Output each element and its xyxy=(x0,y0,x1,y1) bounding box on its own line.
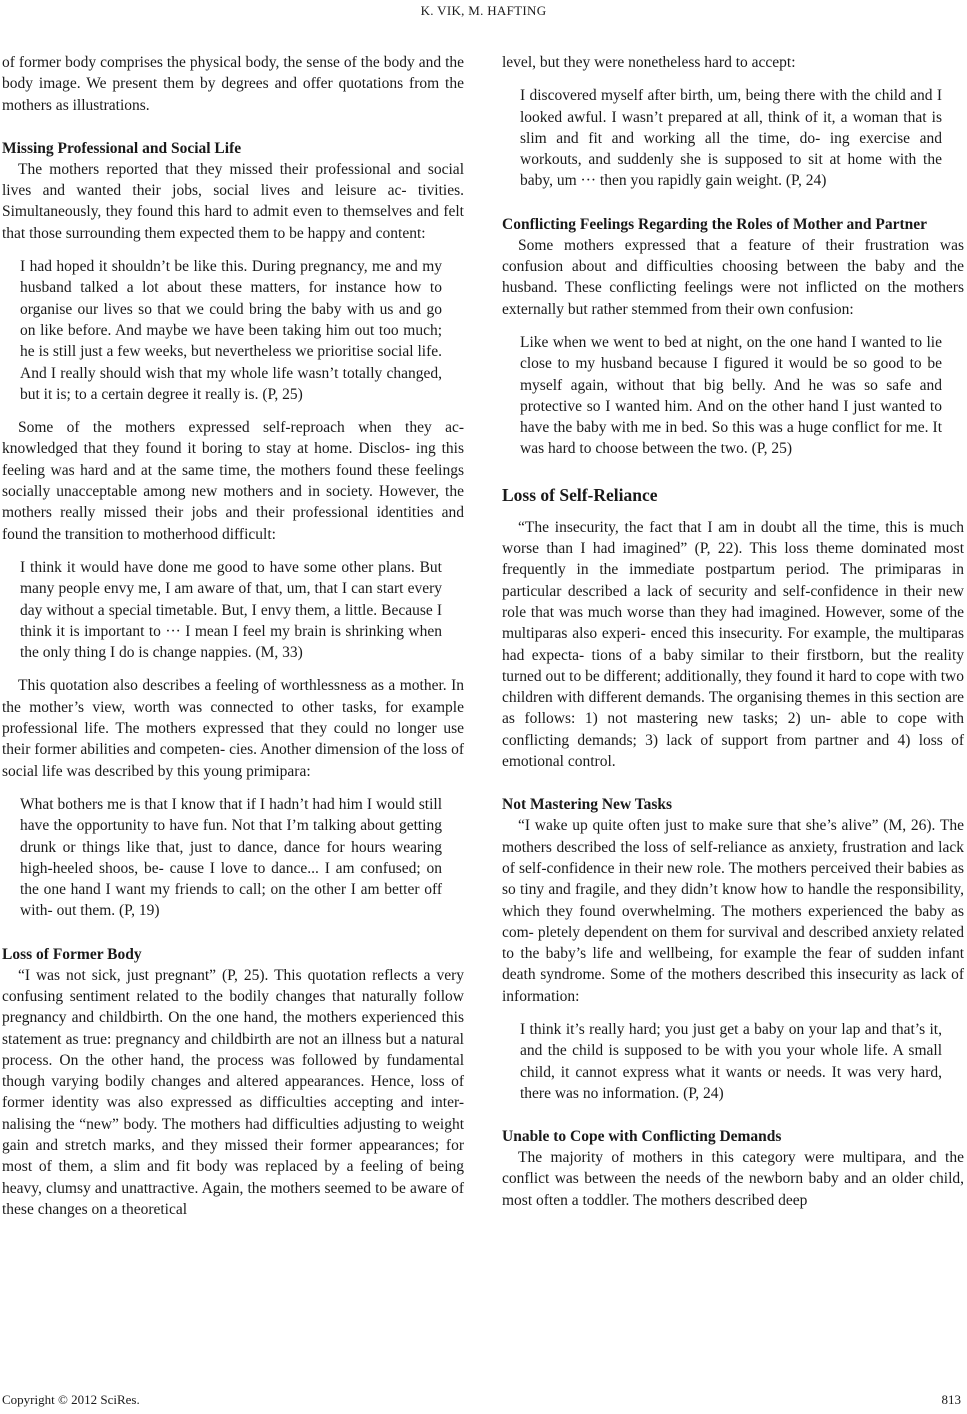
paragraph: “The insecurity, the fact that I am in doubt all the time, this is much worse than I had imagined” (P, 22). This loss theme dominated most frequently in the immediate postpartum period. The primiparas in particular described a lack of security and self-confidence in their new role that was much worse than they had imagined. However, some of the multiparas also experi- enced this insecurity. For example, the multiparas had expecta- tions of a baby similar to their firstborn, but the reality turned out to be different; additionally, they found it hard to cope with two children with different demands. The organising themes in this section are as follows: 1) not mastering new tasks; 2) un- able to cope with conflicting demands; 3) lack of support from partner and 4) loss of emotional control. xyxy=(502,518,964,771)
paragraph: Some mothers expressed that a feature of their frustration was confusion about and difficulties choosing between the baby and the husband. These conflicting feelings were not inflicted on the mothers externally but rather stemmed from their own confusion: xyxy=(502,236,964,318)
paragraph: level, but they were nonetheless hard to accept: xyxy=(502,54,796,71)
block-quote: I think it’s really hard; you just get a baby on your lap and that’s it, and the child is supposed to be with you your whole life. A small child, it cannot express what it wants or needs. It was very hard, there was no information. (P, 24) xyxy=(520,1020,942,1102)
section-heading-loss-of-former-body: Loss of Former Body xyxy=(2,945,142,963)
paragraph: of former body comprises the physical body, the sense of the body and the body image. We present them by degrees and offer quotations from the mothers as illustrations. xyxy=(2,54,464,114)
paragraph: “I was not sick, just pregnant” (P, 25). This quotation reflects a very confusing sentiment related to the bodily changes that naturally follow pregnancy and childbirth. On the one hand, the mothers experienced this statement as true: pregnancy and childbirth are not an illness but a natural process. On the other hand, the process was followed by fundamental though varying bodily changes and altered appearances. Hence, loss of former identity was also expressed as difficulties accepting and inter- nalising the “new” body. The mothers had difficulties adjusting to weight gain and stretch marks, and they missed their former appearances; for most of them, a slim and fit body was replaced by a feeling of being heavy, clumsy and unattractive. Again, the mothers seemed to be aware of these changes on a theoretical xyxy=(2,966,464,1218)
page-number: 813 xyxy=(941,1392,961,1407)
section-heading-conflicting-demands: Unable to Cope with Conflicting Demands xyxy=(502,1128,782,1146)
right-column xyxy=(502,52,964,1211)
paragraph: Some of the mothers expressed self-reproach when they ac- knowledged that they found it boring to stay at home. Disclos- ing this feeling was hard and at the same time, the mothers found these feelings socially unacceptable among new mothers and in society. However, the mothers really missed their jobs and their professional identities and found the transition to motherhood difficult: xyxy=(2,419,464,543)
block-quote: Like when we went to bed at night, on the one hand I wanted to lie close to my husband because I figured it would be so good to be myself again, without that big belly. And he was so safe and protective so I wanted him. And on the other hand I just wanted to have the baby with me in bed. So this was a huge conflict for me. It was hard to choose between the two. (P, 25) xyxy=(520,333,942,458)
section-title-loss-of-self-reliance: Loss of Self-Reliance xyxy=(502,484,658,505)
paragraph: The majority of mothers in this category were multipara, and the conflict was between the needs of the newborn baby and an older child, most often a toddler. The mothers described deep xyxy=(502,1149,964,1209)
section-heading-not-mastering-new-tasks: Not Mastering New Tasks xyxy=(502,796,673,814)
left-column xyxy=(2,52,464,1220)
section-heading-missing-professional-life: Missing Professional and Social Life xyxy=(2,139,242,157)
block-quote: What bothers me is that I know that if I hadn’t had him I would still have the opportunity to have fun. Not that I’m talking about getting drunk or things like that, just to dance, dance for hours wearing high-heeled shoos, be- cause I love to dance... I am confused; on the one hand I want my friends to call; on the other I am better off with- out them. (P, 19) xyxy=(20,795,442,920)
block-quote: I think it would have done me good to have some other plans. But many people envy me, I am aware of that, um, that I can start every day without a special timetable. But, I envy them, a little. Because I think it is important to ··· I mean I feel my brain is shrinking when the only thing I do is change nappies. (M, 33) xyxy=(20,558,442,662)
running-head: K. VIK, M. HAFTING xyxy=(420,3,547,18)
paragraph: “I wake up quite often just to make sure that she’s alive” (M, 26). The mothers described the loss of self-reliance as anxiety, frustration and lack of self-confidence in their new role. The mothers perceived their babies as so tiny and fragile, and they didn’t know how to handle the responsibility, which they found overwhelming. The mothers experienced the baby as com- pletely dependent on them for survival and described anxiety related to the baby’s life and wellbeing, for example the fear of sudden infant death syndrome. Some of the mothers described this insecurity as lack of information: xyxy=(502,817,964,1005)
block-quote: I had hoped it shouldn’t be like this. During pregnancy, me and my husband talked a lot about these matters, for instance how to organise our lives so that we could bring the baby with us and go on like before. And maybe we have been taking him out too much; he is still just a few weeks, but nevertheless we prioritise social life. And I really should wish that my whole life wasn’t totally changed, but it is; to a certain degree it really is. (P, 25) xyxy=(20,258,442,403)
paragraph: This quotation also describes a feeling of worthlessness as a mother. In the mother’s view, worth was connected to other tasks, for example professional life. The mothers expressed that they could no longer use their former abilities and competen- cies. Another dimension of the loss of social life was described by this young primipara: xyxy=(2,677,464,780)
copyright-notice: Copyright © 2012 SciRes. xyxy=(2,1392,140,1407)
paragraph: The mothers reported that they missed their professional and social lives and wanted their jobs, social lives and leisure ac- tivities. Simultaneously, they found this hard to admit even to themselves and felt that those surrounding them expected them to be happy and content: xyxy=(2,160,464,242)
block-quote: I discovered myself after birth, um, being there with the child and I looked awful. I wasn’t prepared at all, think of it, a woman that is slim and fit and working all the time, do- ing exercise and workouts, and suddenly she is supposed to sit at home with the baby, um ··· then you rapidly gain weight. (P, 24) xyxy=(520,87,942,190)
section-heading-conflicting-feelings: Conflicting Feelings Regarding the Roles of Mother and Partner xyxy=(502,215,928,233)
